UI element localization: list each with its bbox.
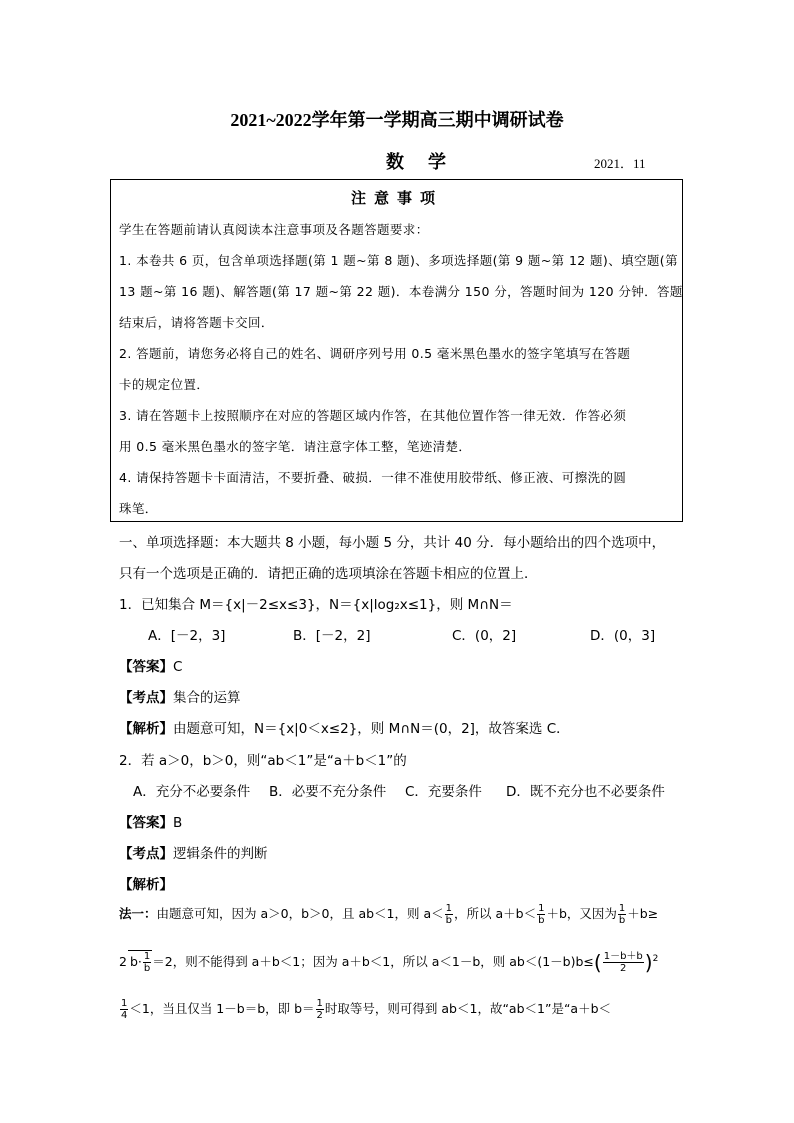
denominator: 2	[316, 1010, 323, 1021]
fraction	[537, 903, 545, 926]
q2-analysis-line-2	[119, 950, 658, 975]
answer-label: 【答案】	[119, 815, 173, 831]
analysis-label: 【解析】	[119, 721, 173, 737]
notice-line: 1. 本卷共 6 页，包含单项选择题(第 1 题~第 8 题)、多项选择题(第 9 题~第 12 题)、填空题(第	[119, 253, 678, 268]
point-label: 【考点】	[119, 846, 173, 862]
q2-analysis-line-1	[119, 903, 658, 926]
analysis-text: ＝2，则不能得到 a＋b＜1；因为 a＋b＜1，所以 a＜1－b，则 ab＜(1－b)b≤	[152, 954, 594, 969]
method-label: 法一：	[119, 906, 157, 921]
answer-label: 【答案】	[119, 659, 173, 675]
denominator: 4	[121, 1010, 128, 1021]
numerator: 1	[143, 951, 151, 962]
denominator: b	[538, 915, 545, 926]
answer-value: B	[173, 815, 183, 831]
analysis-text: ＜1，当且仅当 1－b＝b，即 b＝	[129, 1001, 315, 1016]
paren-left: (	[593, 950, 602, 975]
analysis-text: 2	[119, 954, 127, 969]
analysis-text: 由题意可知，N＝{x|0＜x≤2}，则 M∩N＝(0，2]，故答案选 C．	[173, 721, 570, 737]
numerator: 1	[445, 903, 453, 914]
denominator: 2	[620, 963, 627, 974]
denominator: b	[445, 915, 453, 926]
fraction	[316, 998, 324, 1021]
sqrt-text: b·	[129, 954, 142, 969]
notice-line: 卡的规定位置．	[119, 377, 210, 392]
analysis-text: ，所以 a＋b＜	[454, 906, 537, 921]
notice-line: 2. 答题前，请您务必将自己的姓名、调研序列号用 0.5 毫米黑色墨水的签字笔填写在答题	[119, 346, 631, 361]
exam-title: 2021~2022学年第一学期高三期中调研试卷	[230, 110, 564, 130]
q1-option-c: C．(0，2]	[452, 628, 517, 644]
q1-stem: 1．已知集合 M＝{x|－2≤x≤3}，N＝{x|log₂x≤1}，则 M∩N＝	[119, 597, 513, 613]
fraction	[445, 903, 453, 926]
fraction	[603, 951, 644, 974]
notice-line: 珠笔．	[119, 501, 158, 516]
analysis-text: 时取等号，则可得到 ab＜1，故“ab＜1”是“a＋b＜	[324, 1001, 612, 1016]
denominator: b	[143, 963, 151, 974]
fraction	[120, 998, 128, 1021]
q2-option-c: C．充要条件	[405, 784, 482, 800]
q1-option-d: D．(0，3]	[590, 628, 656, 644]
notice-line: 4. 请保持答题卡卡面清洁，不要折叠、破损．一律不准使用胶带纸、修正液、可擦洗的圆	[119, 470, 627, 485]
denominator: b	[618, 915, 626, 926]
exponent: 2	[652, 953, 659, 964]
notice-line: 学生在答题前请认真阅读本注意事项及各题答题要求：	[119, 222, 429, 237]
point-value: 集合的运算	[173, 690, 241, 706]
q1-option-b: B．[－2，2]	[293, 628, 371, 644]
q2-analysis-line-3	[119, 998, 611, 1021]
numerator: 1	[316, 998, 323, 1009]
fraction	[618, 903, 626, 926]
notice-line: 结束后，请将答题卡交回．	[119, 315, 274, 330]
q2-answer	[119, 811, 182, 831]
exam-date: 2021．11	[594, 156, 646, 171]
point-value: 逻辑条件的判断	[173, 846, 268, 862]
notice-line: 用 0.5 毫米黑色墨水的签字笔．请注意字体工整，笔迹清楚．	[119, 439, 472, 454]
section-instructions: 只有一个选项是正确的．请把正确的选项填涂在答题卡相应的位置上．	[119, 566, 538, 582]
q2-analysis-label: 【解析】	[119, 877, 173, 893]
sqrt-expression	[128, 950, 152, 974]
section-heading: 一、单项选择题：本大题共 8 小题，每小题 5 分，共计 40 分．每小题给出的四个选项中，	[119, 535, 666, 551]
numerator: 1	[618, 903, 626, 914]
numerator: 1－b＋b	[603, 951, 643, 962]
notice-line: 3. 请在答题卡上按照顺序在对应的答题区域内作答，在其他位置作答一律无效．作答必须	[119, 408, 627, 423]
analysis-text: ＋b，又因为	[546, 906, 617, 921]
q2-option-b: B．必要不充分条件	[269, 784, 387, 800]
numerator: 1	[538, 903, 545, 914]
point-label: 【考点】	[119, 690, 173, 706]
q1-option-a: A．[－2，3]	[148, 628, 226, 644]
paren-right: )	[644, 950, 653, 975]
answer-value: C	[173, 659, 183, 675]
q1-point	[119, 686, 241, 706]
numerator: 1	[121, 998, 128, 1009]
q2-option-d: D．既不充分也不必要条件	[506, 784, 665, 800]
fraction	[143, 951, 151, 974]
subject-title: 数学	[386, 152, 470, 173]
analysis-text: ＋b≥	[627, 906, 659, 921]
q1-answer	[119, 655, 182, 675]
notice-title: 注意事项	[350, 189, 443, 207]
q1-analysis	[119, 717, 570, 737]
q2-stem: 2．若 a＞0，b＞0，则“ab＜1”是“a＋b＜1”的	[119, 753, 407, 769]
analysis-text: 由题意可知，因为 a＞0，b＞0，且 ab＜1，则 a＜	[156, 906, 444, 921]
q2-option-a: A．充分不必要条件	[133, 784, 251, 800]
q2-point	[119, 842, 268, 862]
notice-line: 13 题~第 16 题)、解答题(第 17 题~第 22 题)．本卷满分 150 分，答题时间为 120 分钟．答题	[119, 284, 683, 299]
